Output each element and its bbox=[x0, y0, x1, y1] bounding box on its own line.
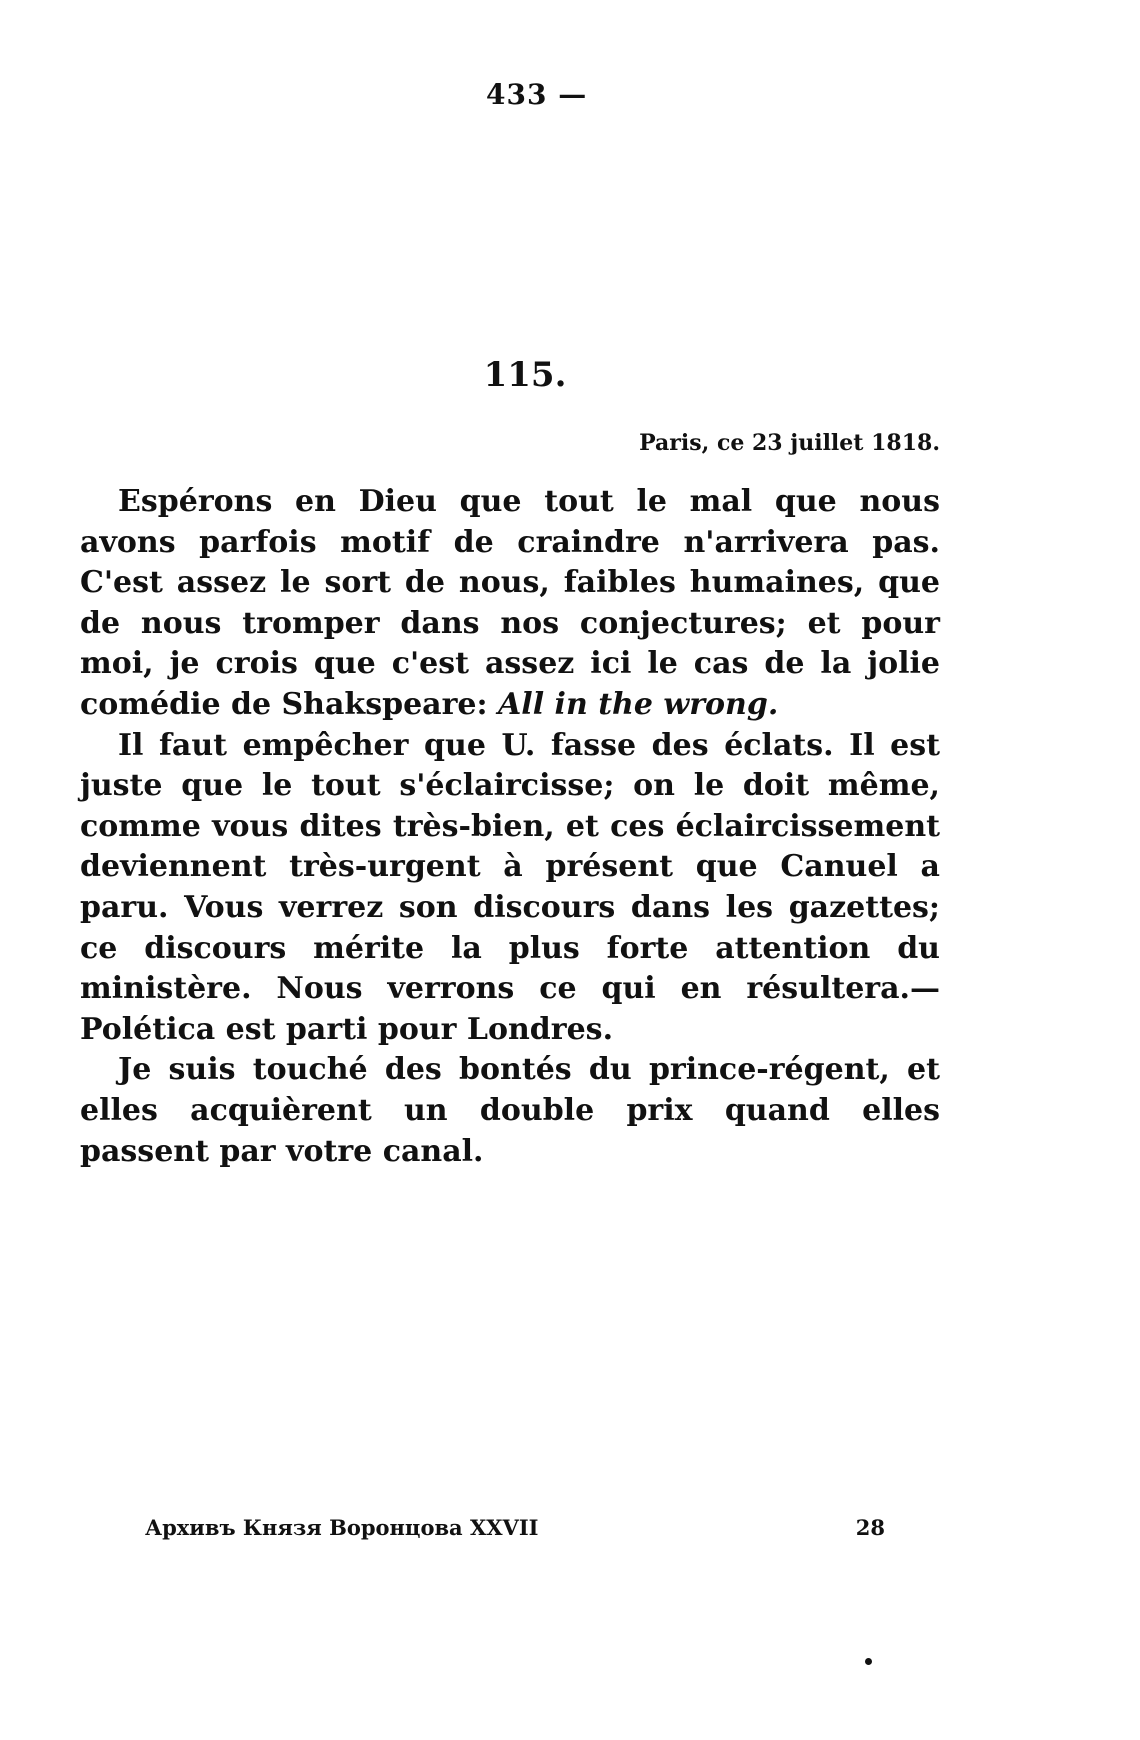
ink-speck bbox=[865, 1658, 872, 1665]
footer-sheet-number: 28 bbox=[855, 1515, 885, 1540]
page-number: 433 — bbox=[486, 78, 588, 111]
letter-dateline: Paris, ce 23 juillet 1818. bbox=[639, 430, 940, 456]
paragraph-2: Il faut empêcher que U. fasse des éclats. Il est juste que le tout s'éclaircisse; on le doit même, comme vous dites très-bien, et ces éclaircissement deviennent très-urgent à présent que Canuel a paru. Vous verrez son discours dans les gazettes; ce discours mérite la plus forte attention du ministère. Nous verrons ce qui en résultera.—Polética est parti pour Londres. bbox=[80, 727, 940, 1047]
paragraph-1-text: Espérons en Dieu que tout le mal que nous avons parfois motif de craindre n'arrivera pas. C'est assez le sort de nous, faibles humaines, que de nous tromper dans nos conjectures; et pour moi, je crois que c'est assez ici le cas de la jolie comédie de Shakspeare: bbox=[80, 484, 940, 722]
page-footer bbox=[145, 1515, 885, 1540]
letter-body bbox=[80, 482, 940, 1172]
paragraph-1 bbox=[80, 482, 940, 726]
play-title: All in the wrong. bbox=[498, 686, 779, 722]
letter-number: 115. bbox=[483, 355, 567, 395]
paragraph-3: Je suis touché des bontés du prince-régent, et elles acquièrent un double prix quand elles passent par votre canal. bbox=[80, 1052, 940, 1169]
footer-signature: Архивъ Князя Воронцова XXVII bbox=[145, 1515, 539, 1540]
